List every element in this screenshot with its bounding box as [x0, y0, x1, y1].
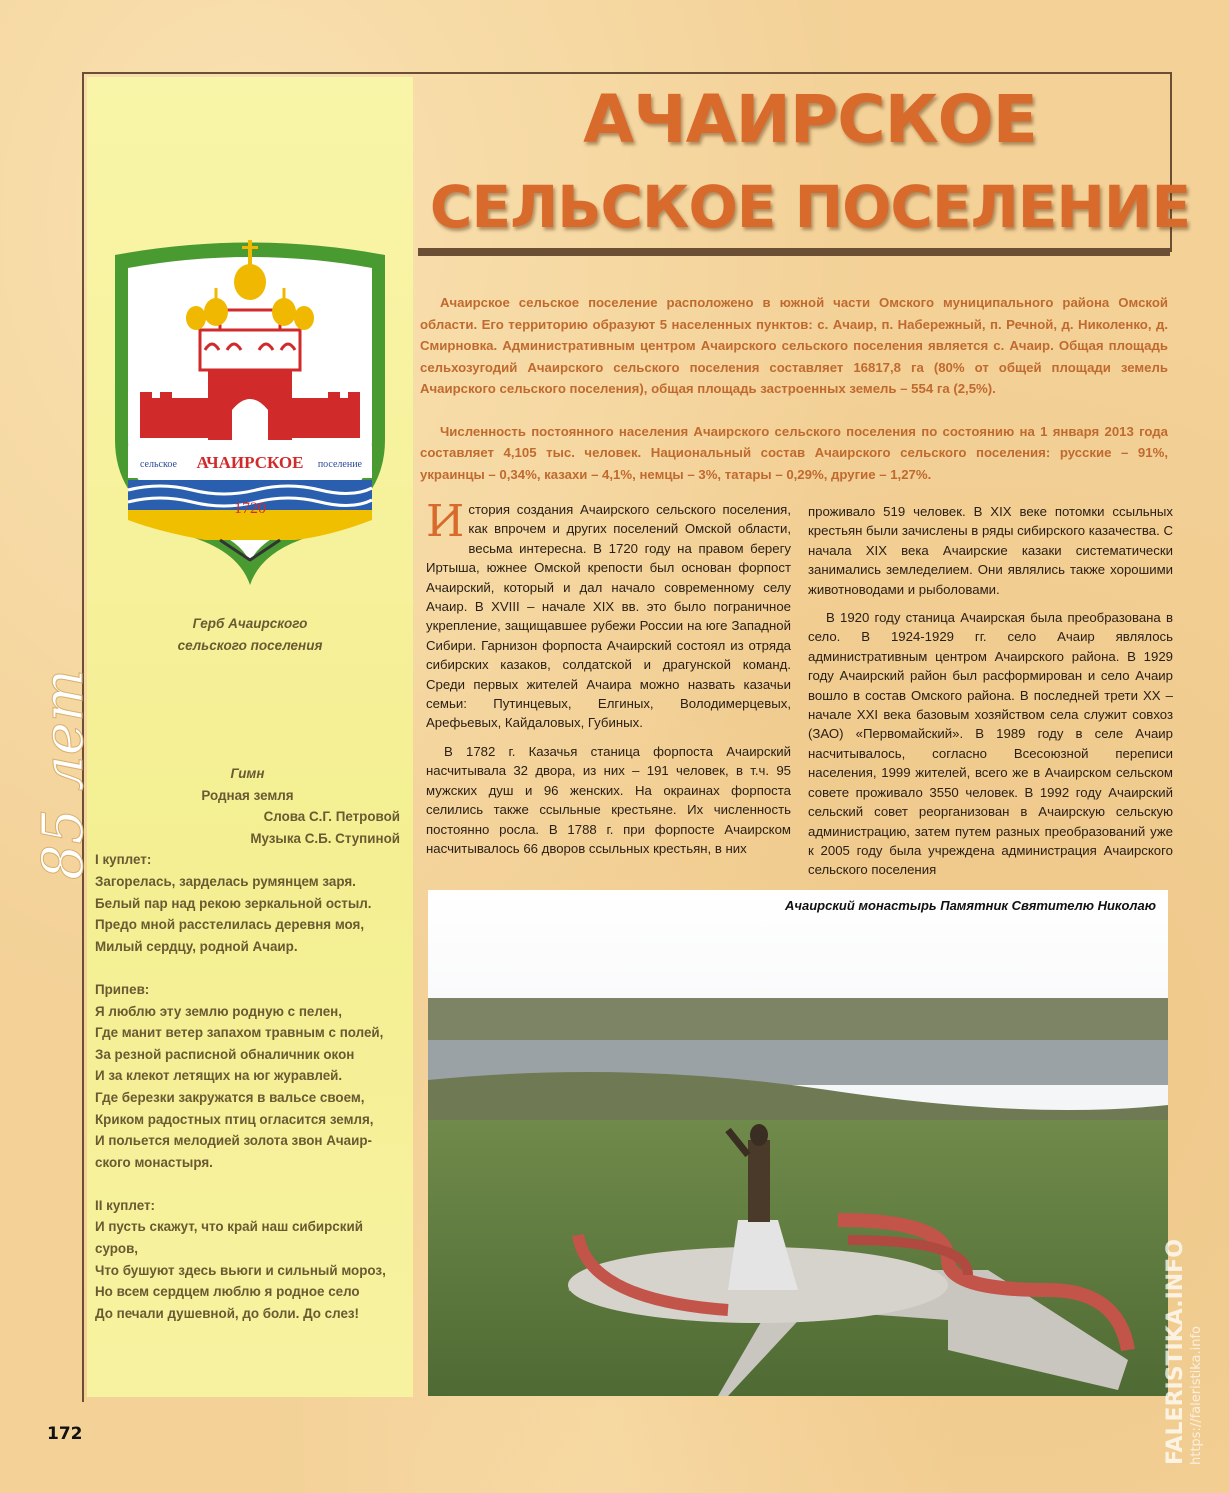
- chorus-line: И польется мелодией золота звон Ачаир-: [95, 1133, 372, 1149]
- verse2-line: Что бушуют здесь вьюги и сильный мороз,: [95, 1262, 386, 1278]
- col2-paragraph-2: В 1920 году станица Ачаирская была преобразована в село. В 1924-1929 гг. село Ачаир являлось административным центром Ачаирского района. В 1929 году Ачаирский район был расформирован и село Ачаир вошло в состав Омского района. В последней трети XX – начале XXI века базовым хозяйством села служит совхоз (ЗАО) «Первомайский». В 1989 году в селе Ачаир насчитывалось, согласно Всесоюзной переписи населения, 1999 жителей, всего же в Ачаирском сельском совете проживало 3550 человек. В 1992 году Ачаирский сельский совет реорганизован в Ачаирскую сельскую администрацию, затем путем разных преобразований уже к 2005 году была учреждена администрация Ачаирского сельского поселения: [808, 610, 1173, 878]
- verse1-line: Предо мной расстелилась деревня моя,: [95, 917, 365, 933]
- crest-year: 1720: [234, 500, 266, 517]
- watermark-url: https://faleristika.info: [1189, 1326, 1204, 1465]
- crest-caption-line2: сельского поселения: [177, 638, 323, 653]
- chorus-line: ского монастыря.: [95, 1154, 213, 1170]
- intro-paragraph-2: Численность постоянного населения Ачаирского сельского поселения по состоянию на 1 января 2013 года составляет 4,105 тыс. человек. Национальный состав Ачаирского сельского поселения: русские – 91%, украинцы – 0,34%, казахи – 4,1%, немцы – 3%, татары – 0,29%, другие – 1,27%.: [420, 423, 1168, 482]
- intro-paragraph-1: Ачаирское сельское поселение расположено в южной части Омского муниципального района Омской области. Его территорию образуют 5 населенных пунктов: с. Ачаир, п. Набережный, п. Речной, д. Николенко, д. Смирновка. Административным центром Ачаирского сельского поселения является с. Ачаир. Общая площадь сельхозугодий Ачаирского сельского поселения составляет 16817,8 га (80% от общей площади земель Ачаирского сельского поселения), общая площадь застроенных земель – 554 га (2,5%).: [420, 295, 1168, 396]
- title-line1: АЧАИРСКОЕ: [583, 81, 1037, 158]
- verse2-line: До печали душевной, до боли. До слез!: [95, 1305, 360, 1321]
- chorus-line: Я люблю эту землю родную с пелен,: [95, 1003, 342, 1019]
- chorus-line: И за клекот летящих на юг журавлей.: [95, 1068, 343, 1084]
- drop-cap: И: [426, 496, 465, 547]
- col1-paragraph-2: В 1782 г. Казачья станица форпоста Ачаирский насчитывала 32 двора, из них – 191 человек, в т.ч. 95 мужских душ и 96 женских. На окраинах форпоста селились также ссыльные крестьяне. Их численность постоянно росла. В 1788 г. при форпосте Ачаирском насчитывалось 66 дворов ссыльных крестьян, в них: [426, 743, 791, 856]
- watermark-brand: FALERISTIKA.INFO: [1163, 1239, 1188, 1465]
- crest-ribbon-name: АЧАИРСКОЕ: [196, 453, 304, 472]
- verse1-line: Загорелась, зарделась румянцем заря.: [95, 873, 356, 889]
- photo-caption: Ачаирский монастырь Памятник Святителю Николаю: [785, 898, 1156, 913]
- verse1-title: I куплет:: [95, 852, 152, 868]
- title-underline: [418, 248, 1170, 256]
- page-number: 172: [47, 1424, 83, 1444]
- article-column-1: [426, 496, 791, 867]
- crest-caption: [150, 613, 350, 657]
- chorus-line: Где березки закружатся в вальсе своем,: [95, 1089, 365, 1105]
- chorus-line: За резной расписной обналичник окон: [95, 1046, 355, 1062]
- intro-text: [420, 292, 1168, 506]
- chorus-title: Припев:: [95, 981, 150, 997]
- page-title: [415, 80, 1205, 250]
- verse2-line: Но всем сердцем люблю я родное село: [95, 1284, 360, 1300]
- anniversary-text: 85 лет: [31, 669, 96, 880]
- anthem-name: Родная земля: [201, 787, 294, 803]
- anthem-words: Слова С.Г. Петровой: [263, 809, 400, 825]
- crest-caption-line1: Герб Ачаирского: [192, 616, 308, 631]
- watermark: [1152, 1150, 1212, 1470]
- verse1-line: Милый сердцу, родной Ачаир.: [95, 938, 298, 954]
- monument-photo: [428, 890, 1168, 1396]
- article-column-2: [808, 502, 1173, 889]
- col1-paragraph-1-text: стория создания Ачаирского сельского поселения, как впрочем и других поселений Омской области, весьма интересна. В 1720 году на правом берегу Иртыша, южнее Омской крепости был основан форпост Ачаирский, который и дал начало современному селу Ачаир. В XVIII – начале XIX вв. это было пограничное укрепление, защищавшее рубежи России на юге Западной Сибири. Гарнизон форпоста Ачаирский состоял из отряда сибирских казаков, солдатской и драгунской команд. Среди первых жителей Ачаира можно назвать казачьи семьи: Путинцевых, Елгиных, Володимерцевых, Арефьевых, Кайдаловых, Губиных.: [426, 502, 791, 731]
- col1-paragraph-1: [426, 496, 791, 733]
- verse1-line: Белый пар над рекою зеркальной остыл.: [95, 895, 372, 911]
- coat-of-arms: [100, 210, 400, 590]
- anthem-music: Музыка С.Б. Ступиной: [250, 830, 400, 846]
- crest-ribbon-left: сельское: [140, 459, 177, 470]
- crest-ribbon-right: поселение: [317, 459, 362, 470]
- col2-paragraph-1: проживало 519 человек. В XIX веке потомки ссыльных крестьян были зачислены в ряды сибирского казачества. С начала XIX века Ачаирские казаки систематически занимались земледелием. Они являлись также хорошими животноводами и рыболовами.: [808, 504, 1173, 597]
- chorus-line: Криком радостных птиц огласится земля,: [95, 1111, 374, 1127]
- frame-top-line: [82, 72, 1172, 74]
- verse2-line: И пусть скажут, что край наш сибирский: [95, 1219, 363, 1235]
- title-line2: СЕЛЬСКОЕ ПОСЕЛЕНИЕ: [429, 173, 1191, 241]
- anthem-block: [95, 763, 400, 1324]
- anthem-heading: Гимн: [230, 766, 265, 781]
- verse2-line: суров,: [95, 1241, 139, 1257]
- verse2-title: II куплет:: [95, 1197, 156, 1213]
- anniversary-label: [20, 590, 100, 890]
- chorus-line: Где манит ветер запахом травным с полей,: [95, 1025, 384, 1041]
